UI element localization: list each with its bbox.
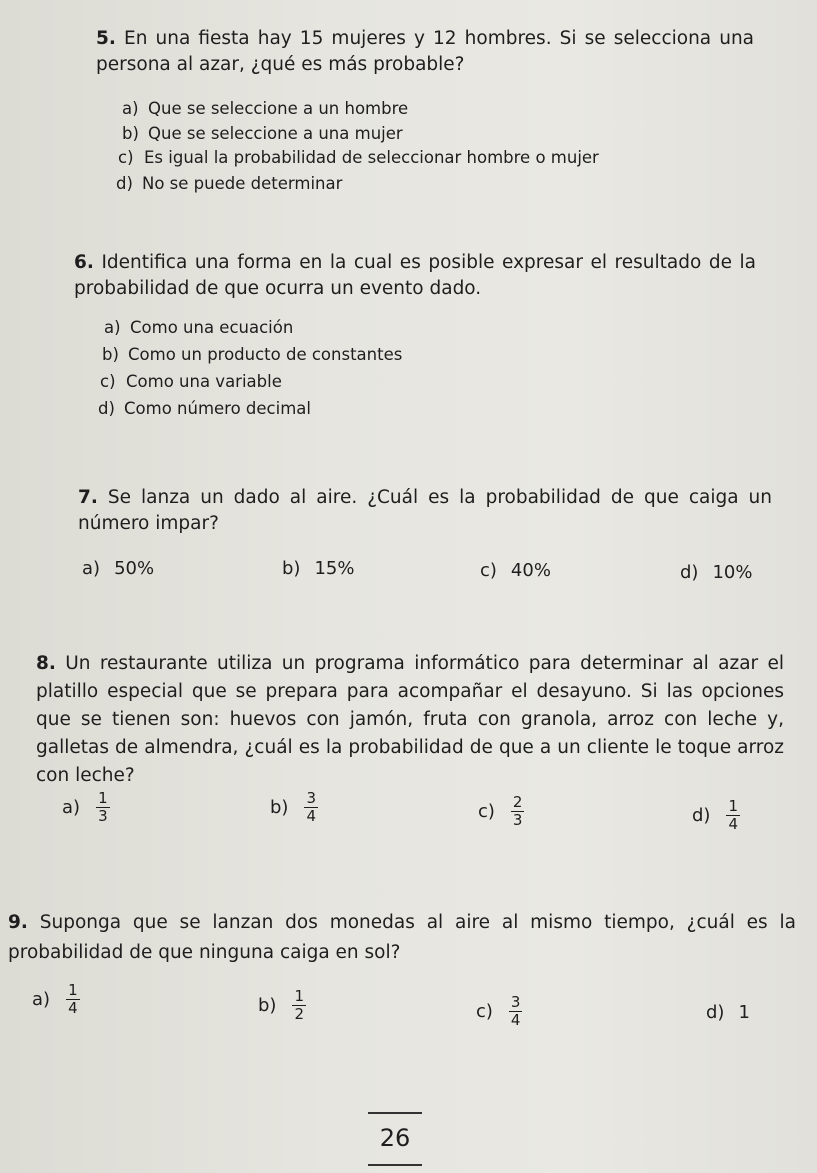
page-number: 26 — [365, 1112, 425, 1152]
divider — [368, 1164, 422, 1166]
option-c: c) Es igual la probabilidad de seleccionar hombre o mujer — [118, 148, 599, 167]
question-number: 8. — [36, 653, 56, 674]
question-6 — [74, 250, 756, 302]
option-b: b) Que se seleccione a una mujer — [122, 124, 403, 143]
option-c: c) 40% — [480, 560, 551, 581]
fraction: $\frac{2}{3}$ — [512, 793, 523, 829]
question-number: 5. — [96, 28, 116, 49]
option-d: d) No se puede determinar — [116, 174, 343, 193]
option-b: b) Como un producto de constantes — [102, 345, 403, 364]
question-text: Identifica una forma en la cual es posible expresar el resultado de la probabilidad de que ocurra un evento dado. — [74, 252, 756, 299]
fraction: $\frac{1}{3}$ — [98, 789, 108, 825]
option-d: d) 1 — [706, 1002, 750, 1023]
fraction: $\frac{1}{2}$ — [294, 987, 304, 1023]
question-number: 6. — [74, 252, 94, 273]
option-d: d) $\frac{1}{4}$ — [692, 797, 738, 833]
option-a: a) Que se seleccione a un hombre — [122, 99, 409, 118]
question-7 — [78, 485, 772, 537]
question-5 — [96, 26, 754, 78]
option-a: a) $\frac{1}{4}$ — [32, 981, 78, 1017]
question-text: Se lanza un dado al aire. ¿Cuál es la probabilidad de que caiga un número impar? — [78, 487, 772, 534]
option-c: c) $\frac{2}{3}$ — [478, 793, 523, 829]
option-b: b) 15% — [282, 558, 355, 579]
option-c: c) Como una variable — [100, 372, 282, 391]
option-d: d) Como número decimal — [98, 399, 311, 418]
question-text: Un restaurante utiliza un programa informático para determinar al azar el platillo especial que se prepara para acompañar el desayuno. Si las opciones que se tienen son: huevos con jamón, fruta con granola, arroz con leche y, galletas de almendra, ¿cuál es la probabilidad de que a un cliente le toque arroz con leche? — [36, 653, 784, 786]
question-9 — [8, 908, 796, 968]
option-b: b) $\frac{3}{4}$ — [270, 789, 316, 825]
option-c: c) $\frac{3}{4}$ — [476, 993, 521, 1029]
option-d: d) 10% — [680, 562, 753, 583]
option-a: a) $\frac{1}{3}$ — [62, 789, 108, 825]
fraction: $\frac{3}{4}$ — [306, 789, 316, 825]
question-8 — [36, 650, 784, 790]
fraction: $\frac{3}{4}$ — [510, 993, 521, 1029]
fraction: $\frac{1}{4}$ — [68, 981, 78, 1017]
option-a: a) Como una ecuación — [104, 318, 294, 337]
option-a: a) 50% — [82, 558, 155, 579]
fraction: $\frac{1}{4}$ — [728, 797, 738, 833]
question-text: Suponga que se lanzan dos monedas al aire al mismo tiempo, ¿cuál es la probabilidad de que ninguna caiga en sol? — [8, 912, 796, 963]
divider — [368, 1112, 422, 1114]
option-b: b) $\frac{1}{2}$ — [258, 987, 304, 1023]
question-number: 9. — [8, 912, 28, 933]
question-text: En una fiesta hay 15 mujeres y 12 hombres. Si se selecciona una persona al azar, ¿qué es más probable? — [96, 28, 754, 75]
question-number: 7. — [78, 487, 98, 508]
